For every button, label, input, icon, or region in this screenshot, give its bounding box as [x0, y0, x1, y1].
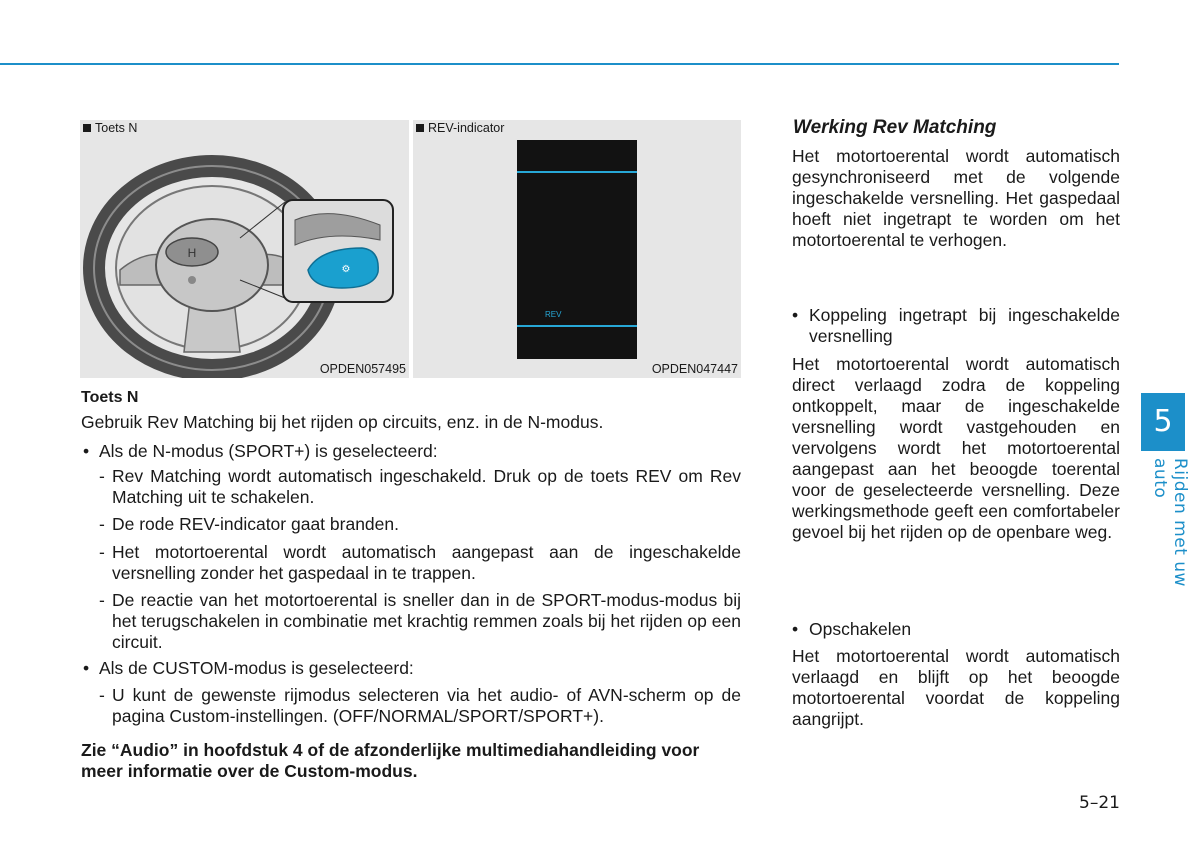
svg-text:H: H [187, 246, 197, 260]
instrument-cluster-display [517, 140, 637, 359]
bullet-item: • Als de CUSTOM-modus is geselecteerd: [83, 658, 414, 678]
intro-paragraph: Gebruik Rev Matching bij het rijden op circuits, enz. in de N-modus. [81, 412, 604, 432]
dash-item: - Rev Matching wordt automatisch ingeschakeld. Druk op de toets REV om Rev Matching uit te schakelen. [99, 466, 741, 507]
paragraph: Het motortoerental wordt automatisch verlaagd en blijft op het beoogde motortoerental voordat de koppeling aangrijpt. [792, 646, 1120, 729]
section-heading: Toets N [81, 389, 139, 406]
display-line [517, 325, 637, 327]
figure-code: OPDEN047447 [651, 362, 738, 376]
figure-steering-wheel [80, 120, 409, 378]
display-line [517, 171, 637, 173]
bullet-item: • Koppeling ingetrapt bij ingeschakelde versnelling [792, 305, 1120, 346]
figure-caption: Toets N [83, 121, 137, 135]
rev-indicator-label: REV [545, 310, 562, 319]
note-paragraph: Zie “Audio” in hoofdstuk 4 of de afzonderlijke multimediahandleiding voor meer informatie over de Custom-modus. [81, 740, 700, 781]
figure-code: OPDEN057495 [319, 362, 406, 376]
dash-item: - De rode REV-indicator gaat branden. [99, 514, 399, 534]
chapter-title: Rijden met uw auto [1150, 458, 1190, 587]
bullet-item: • Als de N-modus (SPORT+) is geselecteerd: [83, 441, 438, 461]
steering-wheel-illustration [80, 120, 409, 378]
section-heading: Werking Rev Matching [793, 117, 997, 138]
page-number: 5–21 [1079, 793, 1120, 813]
dash-item: - De reactie van het motortoerental is sneller dan in de SPORT-modus-modus bij het terugschakelen in combinatie met krachtig remmen zoals bij het rijden op een circuit. [99, 590, 741, 652]
figure-caption: REV-indicator [416, 121, 504, 135]
bullet-item: • Opschakelen [792, 619, 912, 639]
dash-item: - Het motortoerental wordt automatisch aangepast aan de ingeschakelde versnelling zonder het gaspedaal in te trappen. [99, 542, 741, 583]
paragraph: Het motortoerental wordt automatisch gesynchroniseerd met de volgende ingeschakelde versnelling. Het gaspedaal hoeft niet ingetrapt te worden om het motortoerental te verhogen. [792, 146, 1120, 250]
figure-rev-indicator [413, 120, 741, 378]
paragraph: Het motortoerental wordt automatisch direct verlaagd zodra de koppeling ontkoppelt, maar de ingeschakelde versnelling wordt vastgehouden en vervolgens wordt het motortoerental aangepast aan het beoogde toerental voor de geselecteerde versnelling. Deze werkingsmethode geeft een comfortabeler gevoel bij het rijden op de openbare weg. [792, 354, 1120, 542]
dash-item: - U kunt de gewenste rijmodus selecteren via het audio- of AVN-scherm op de pagina Custom-instellingen. (OFF/NORMAL/SPORT/SPORT+). [99, 685, 741, 726]
chapter-tab: 5 [1141, 393, 1185, 451]
header-rule [0, 63, 1119, 65]
svg-text:⚙: ⚙ [341, 264, 351, 275]
